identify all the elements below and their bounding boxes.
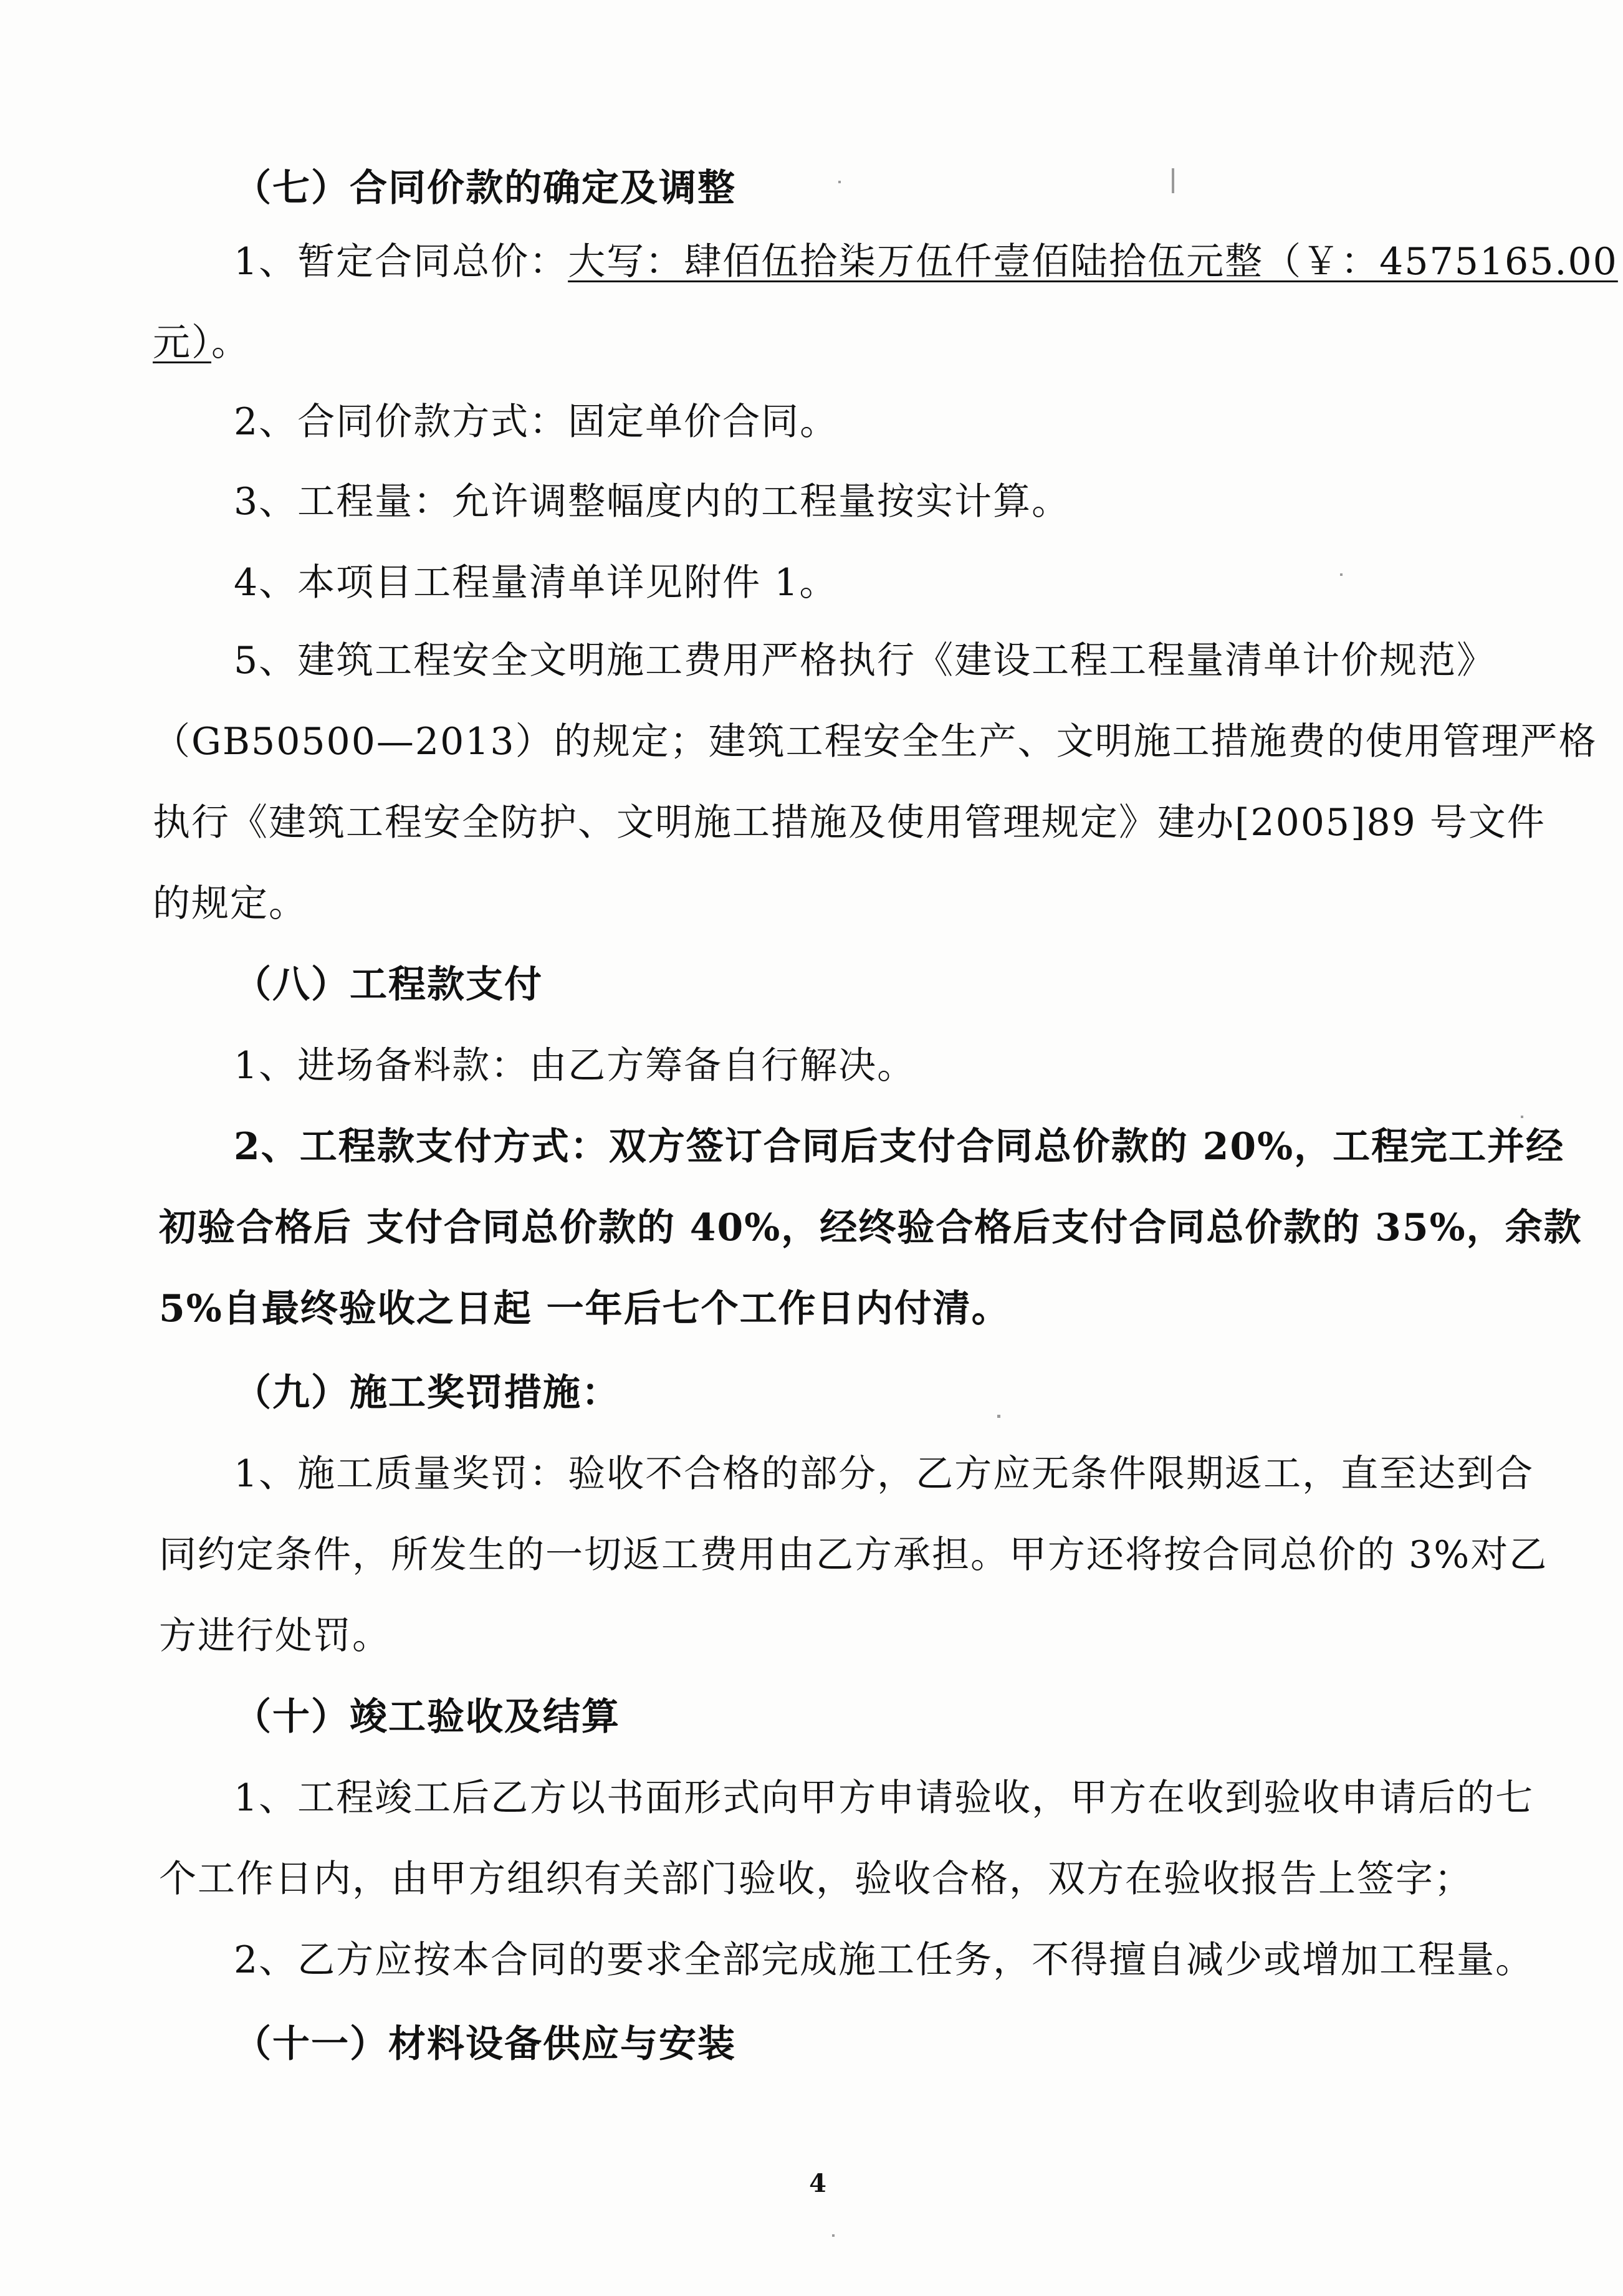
section-10-item-1: 1、工程竣工后乙方以书面形式向甲方申请验收，甲方在收到验收申请后的七 — [234, 1776, 1534, 1820]
section-7-item-1-cont — [153, 318, 250, 368]
total-price-amount-end: 元） — [153, 321, 211, 365]
section-11-heading: （十一）材料设备供应与安装 — [234, 2022, 736, 2066]
section-9-heading: （九）施工奖罚措施： — [234, 1371, 620, 1415]
total-price-label: 1、暂定合同总价： — [234, 240, 568, 284]
section-8-item-1: 1、进场备料款：由乙方筹备自行解决。 — [234, 1044, 916, 1088]
scan-speck — [838, 181, 841, 183]
scan-speck — [1521, 1116, 1523, 1118]
section-7-item-5-line-2: （GB50500—2013）的规定；建筑工程安全生产、文明施工措施费的使用管理严格 — [153, 720, 1597, 763]
section-7-item-2: 2、合同价款方式：固定单价合同。 — [234, 400, 839, 444]
section-9-item-1-line-2: 同约定条件，所发生的一切返工费用由乙方承担。甲方还将按合同总价的 3%对乙 — [159, 1533, 1548, 1577]
total-price-amount: 大写：肆佰伍拾柒万伍仟壹佰陆拾伍元整（￥：4575165.00 — [568, 240, 1618, 284]
section-7-item-5-line-4: 的规定。 — [153, 882, 307, 926]
scan-speck — [832, 2234, 835, 2237]
page-number: 4 — [809, 2169, 826, 2198]
section-8-item-2-line-2: 初验合格后 支付合同总价款的 40%，经终验合格后支付合同总价款的 35%，余款 — [159, 1206, 1582, 1250]
scan-speck — [1172, 168, 1174, 193]
section-7-item-5: 5、建筑工程安全文明施工费用严格执行《建设工程工程量清单计价规范》 — [234, 639, 1496, 682]
section-10-item-1-line-2: 个工作日内，由甲方组织有关部门验收，验收合格，双方在验收报告上签字； — [159, 1857, 1473, 1901]
scan-speck — [1340, 573, 1343, 576]
section-10-heading: （十）竣工验收及结算 — [234, 1695, 620, 1739]
section-10-item-2: 2、乙方应按本合同的要求全部完成施工任务，不得擅自减少或增加工程量。 — [234, 1938, 1534, 1982]
section-7-item-3: 3、工程量：允许调整幅度内的工程量按实计算。 — [234, 480, 1071, 524]
scan-speck — [997, 1415, 1000, 1418]
section-9-item-1-line-3: 方进行处罚。 — [159, 1614, 391, 1658]
section-9-item-1: 1、施工质量奖罚：验收不合格的部分，乙方应无条件限期返工，直至达到合 — [234, 1452, 1534, 1496]
section-7-item-1 — [234, 237, 1618, 287]
section-8-item-2: 2、工程款支付方式：双方签订合同后支付合同总价款的 20%，工程完工并经 — [234, 1125, 1565, 1169]
total-price-period: 。 — [211, 321, 250, 365]
section-8-heading: （八）工程款支付 — [234, 963, 543, 1007]
section-7-item-5-line-3: 执行《建筑工程安全防护、文明施工措施及使用管理规定》建办[2005]89 号文件 — [153, 801, 1546, 844]
section-8-item-2-line-3: 5%自最终验收之日起 一年后七个工作日内付清。 — [159, 1287, 1010, 1331]
section-7-item-4: 4、本项目工程量清单详见附件 1。 — [234, 561, 838, 605]
section-7-heading: （七）合同价款的确定及调整 — [234, 166, 736, 210]
